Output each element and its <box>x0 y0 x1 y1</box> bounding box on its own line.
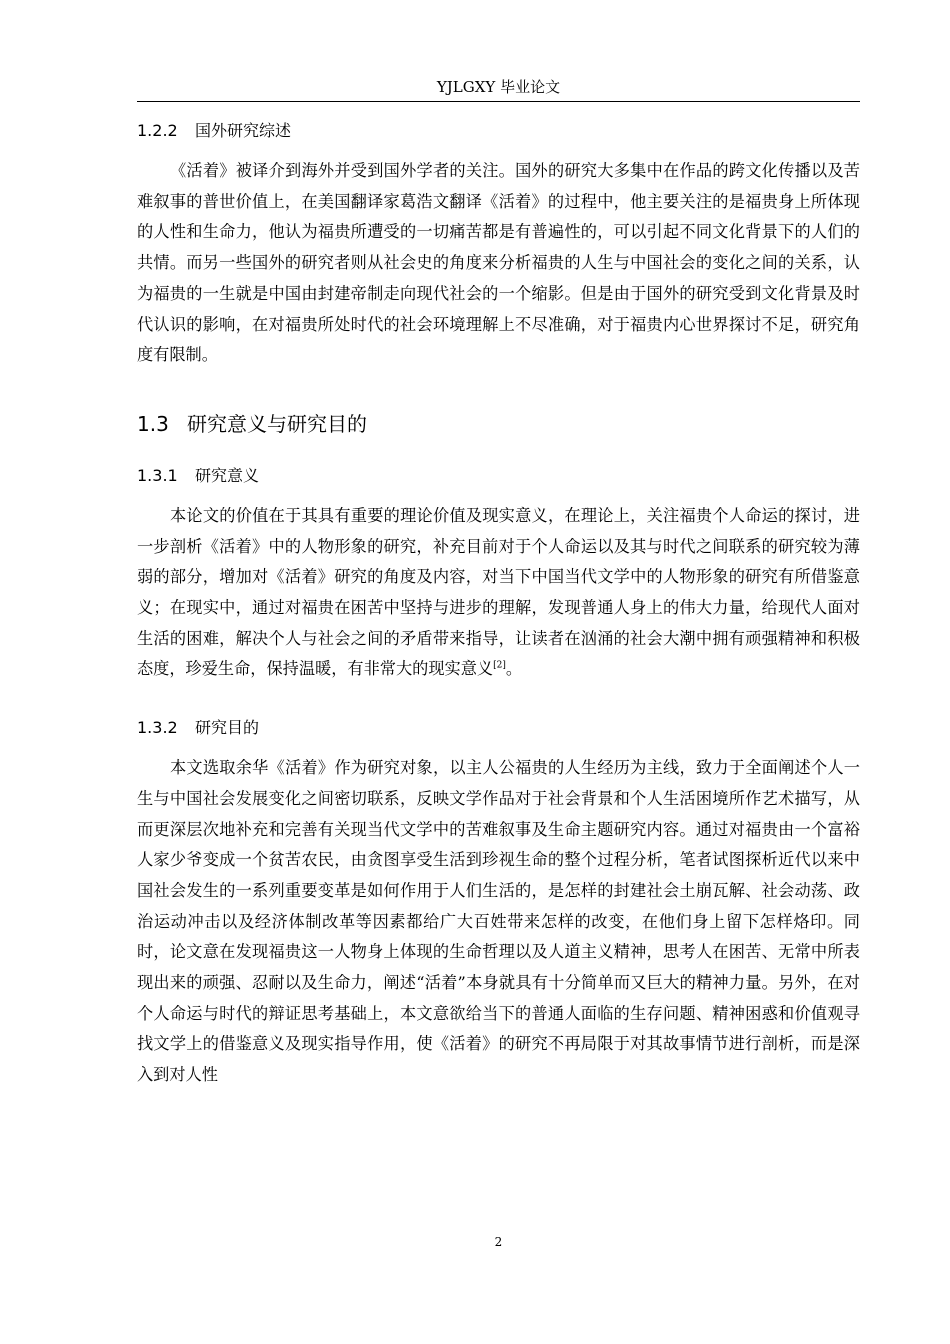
paragraph-text: 本论文的价值在于其具有重要的理论价值及现实意义，在理论上，关注福贵个人命运的探讨，进一步剖析《活着》中的人物形象的研究，补充目前对于个人命运以及其与时代之间联系的研究较为薄弱的部分，增加对《活着》研究的角度及内容，对当下中国当代文学中的人物形象的研究有所借鉴意义；在现实中，通过对福贵在困苦中坚持与进步的理解，发现普通人身上的伟大力量，给现代人面对生活的困难，解决个人与社会之间的矛盾带来指导，让读者在汹涌的社会大潮中拥有顽强精神和积极态度，珍爱生命，保持温暖，有非常大的现实意义 <box>137 505 860 679</box>
heading-title: 国外研究综述 <box>195 121 292 140</box>
running-header: YJLGXY 毕业论文 <box>436 78 561 96</box>
heading-number: 1.3 <box>137 411 169 436</box>
paragraph-foreign-research: 《活着》被译介到海外并受到国外学者的关注。国外的研究大多集中在作品的跨文化传播以及苦难叙事的普世价值上，在美国翻译家葛浩文翻译《活着》的过程中，他主要关注的是福贵身上所体现的人性和生命力，他认为福贵所遭受的一切痛苦都是有普遍性的，可以引起不同文化背景下的人们的共情。而另一些国外的研究者则从社会史的角度来分析福贵的人生与中国社会的变化之间的关系，认为福贵的一生就是中国由封建帝制走向现代社会的一个缩影。但是由于国外的研究受到文化背景及时代认识的影响，在对福贵所处时代的社会环境理解上不尽准确，对于福贵内心世界探讨不足，研究角度有限制。 <box>137 161 860 365</box>
heading-1-3-2 <box>137 713 860 743</box>
heading-number: 1.3.1 <box>137 465 178 485</box>
page-body <box>137 116 860 1091</box>
paragraph-end: 。 <box>505 659 523 679</box>
heading-1-3 <box>137 407 860 441</box>
heading-number: 1.3.2 <box>137 718 178 738</box>
heading-number: 1.2.2 <box>137 121 178 140</box>
paragraph-research-purpose: 本文选取余华《活着》作为研究对象，以主人公福贵的人生经历为主线，致力于全面阐述个人一生与中国社会发展变化之间密切联系，反映文学作品对于社会背景和个人生活困境所作艺术描写，从而更深层次地补充和完善有关现当代文学中的苦难叙事及生命主题研究内容。通过对福贵由一个富裕人家少爷变成一个贫苦农民，由贪图享受生活到珍视生命的整个过程分析，笔者试图探析近代以来中国社会发生的一系列重要变革是如何作用于人们生活的，是怎样的封建社会土崩瓦解、社会动荡、政治运动冲击以及经济体制改革等因素都给广大百姓带来怎样的改变，在他们身上留下怎样烙印。同时，论文意在发现福贵这一人物身上体现的生命哲理以及人道主义精神，思考人在困苦、无常中所表现出来的顽强、忍耐以及生命力，阐述“活着”本身就具有十分简单而又巨大的精神力量。另外，在对个人命运与时代的辩证思考基础上，本文意欲给当下的普通人面临的生存问题、精神困惑和价值观寻找文学上的借鉴意义及现实指导作用，使《活着》的研究不再局限于对其故事情节进行剖析，而是深入到对人性 <box>137 758 860 1085</box>
paragraph-research-significance <box>137 501 860 685</box>
header-rule <box>137 101 860 102</box>
heading-title: 研究意义与研究目的 <box>187 411 367 436</box>
heading-title: 研究目的 <box>195 718 260 738</box>
citation-ref: [2] <box>493 661 506 672</box>
page-number: 2 <box>494 1235 503 1249</box>
heading-1-3-1 <box>137 461 860 491</box>
heading-1-2-2 <box>137 116 860 146</box>
heading-title: 研究意义 <box>195 465 260 485</box>
